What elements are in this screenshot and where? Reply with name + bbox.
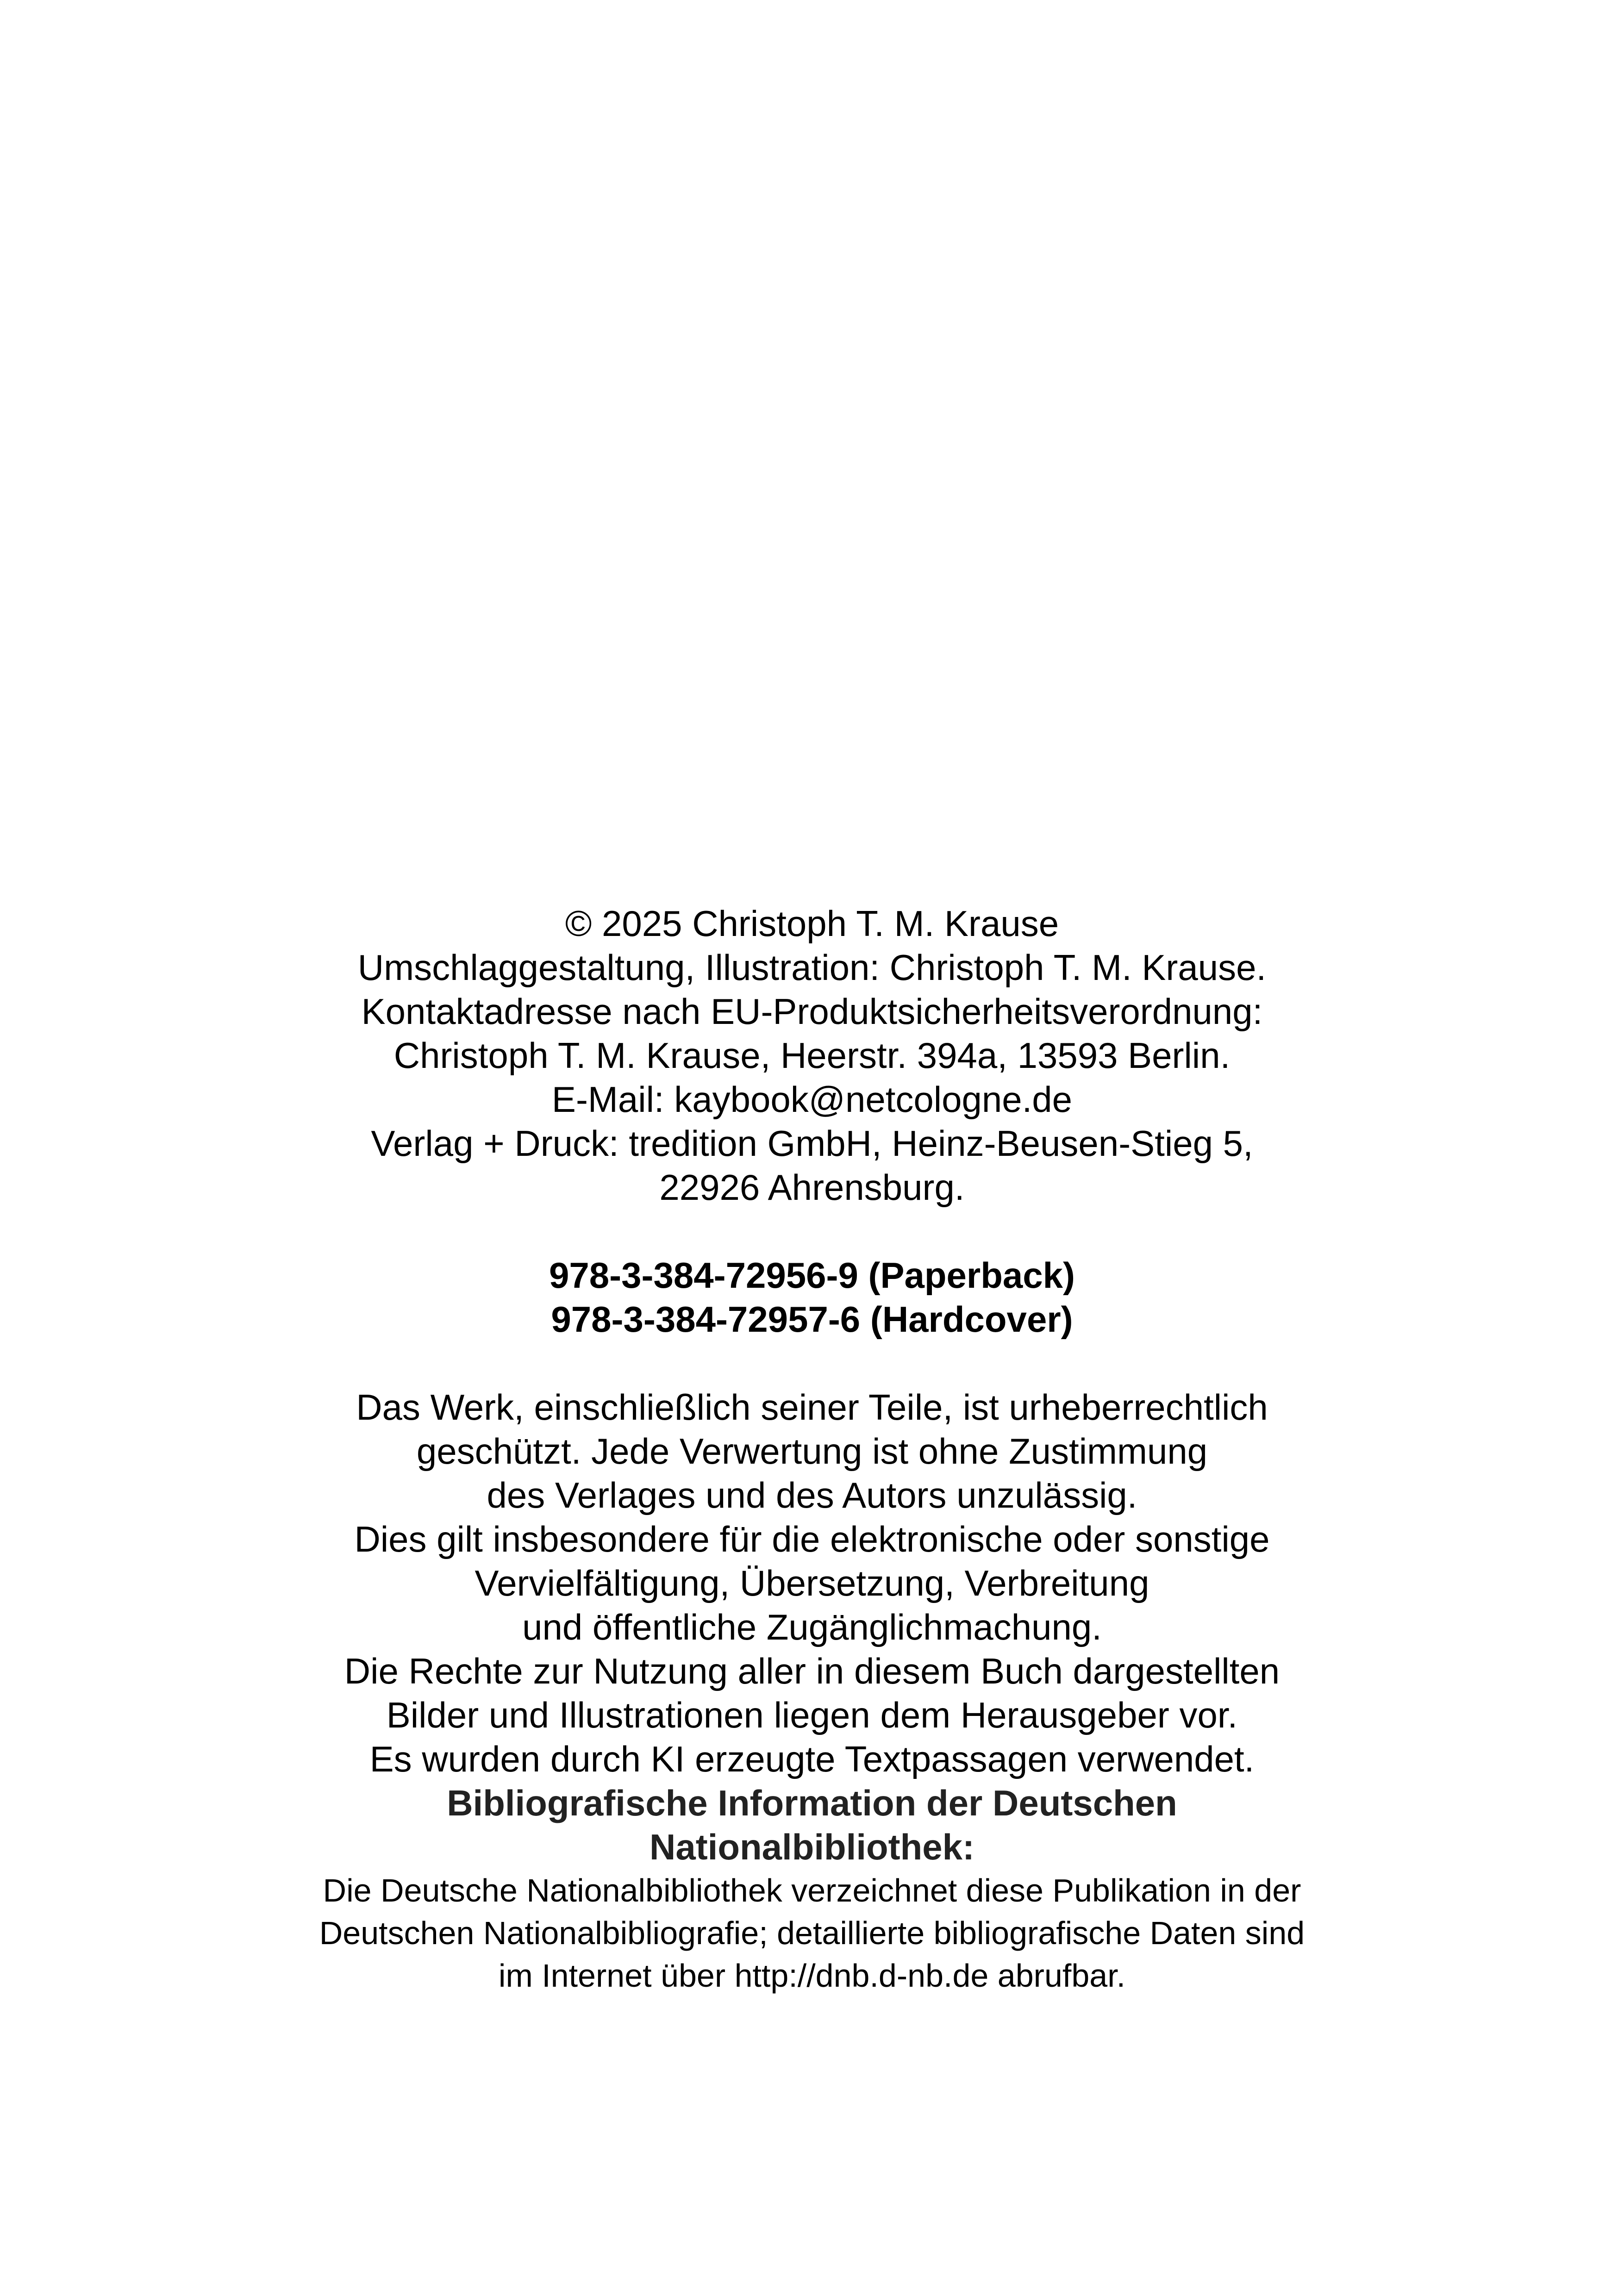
bibliographic-heading-line-2: Nationalbibliothek: xyxy=(650,1827,974,1867)
rights-line: Bilder und Illustrationen liegen dem Herausgeber vor. xyxy=(386,1695,1238,1735)
imprint-block xyxy=(0,902,1624,1997)
rights-line: des Verlages und des Autors unzulässig. xyxy=(487,1475,1137,1515)
rights-line: Vervielfältigung, Übersetzung, Verbreitung xyxy=(475,1563,1149,1603)
spacer xyxy=(0,1210,1624,1254)
isbn-hardcover: 978-3-384-72957-6 (Hardcover) xyxy=(551,1299,1073,1340)
rights-line: geschützt. Jede Verwertung ist ohne Zustimmung xyxy=(416,1431,1208,1472)
spacer xyxy=(0,1341,1624,1385)
cover-design-line: Umschlaggestaltung, Illustration: Christoph T. M. Krause. xyxy=(357,947,1267,988)
rights-line: Die Rechte zur Nutzung aller in diesem Buch dargestellten xyxy=(344,1651,1280,1691)
email-line: E-Mail: kaybook@netcologne.de xyxy=(551,1079,1073,1120)
publisher-line-1: Verlag + Druck: tredition GmbH, Heinz-Beusen-Stieg 5, xyxy=(371,1123,1253,1164)
isbn-paperback: 978-3-384-72956-9 (Paperback) xyxy=(549,1255,1075,1296)
contact-address-line: Christoph T. M. Krause, Heerstr. 394a, 13593 Berlin. xyxy=(394,1035,1230,1076)
contact-heading-line: Kontaktadresse nach EU-Produktsicherheitsverordnung: xyxy=(361,991,1263,1032)
rights-line: Dies gilt insbesondere für die elektronische oder sonstige xyxy=(354,1519,1270,1559)
rights-line: und öffentliche Zugänglichmachung. xyxy=(522,1607,1102,1647)
copyright-line: © 2025 Christoph T. M. Krause xyxy=(565,903,1059,944)
rights-line: Es wurden durch KI erzeugte Textpassagen verwendet. xyxy=(369,1739,1255,1779)
bibliographic-line: im Internet über http://dnb.d-nb.de abrufbar. xyxy=(498,1958,1126,1994)
bibliographic-line: Die Deutsche Nationalbibliothek verzeichnet diese Publikation in der xyxy=(323,1872,1301,1908)
bibliographic-heading-line-1: Bibliografische Information der Deutschen xyxy=(447,1783,1177,1823)
rights-line: Das Werk, einschließlich seiner Teile, ist urheberrechtlich xyxy=(356,1387,1268,1428)
publisher-line-2: 22926 Ahrensburg. xyxy=(659,1167,965,1208)
bibliographic-line: Deutschen Nationalbibliografie; detaillierte bibliografische Daten sind xyxy=(319,1915,1305,1951)
